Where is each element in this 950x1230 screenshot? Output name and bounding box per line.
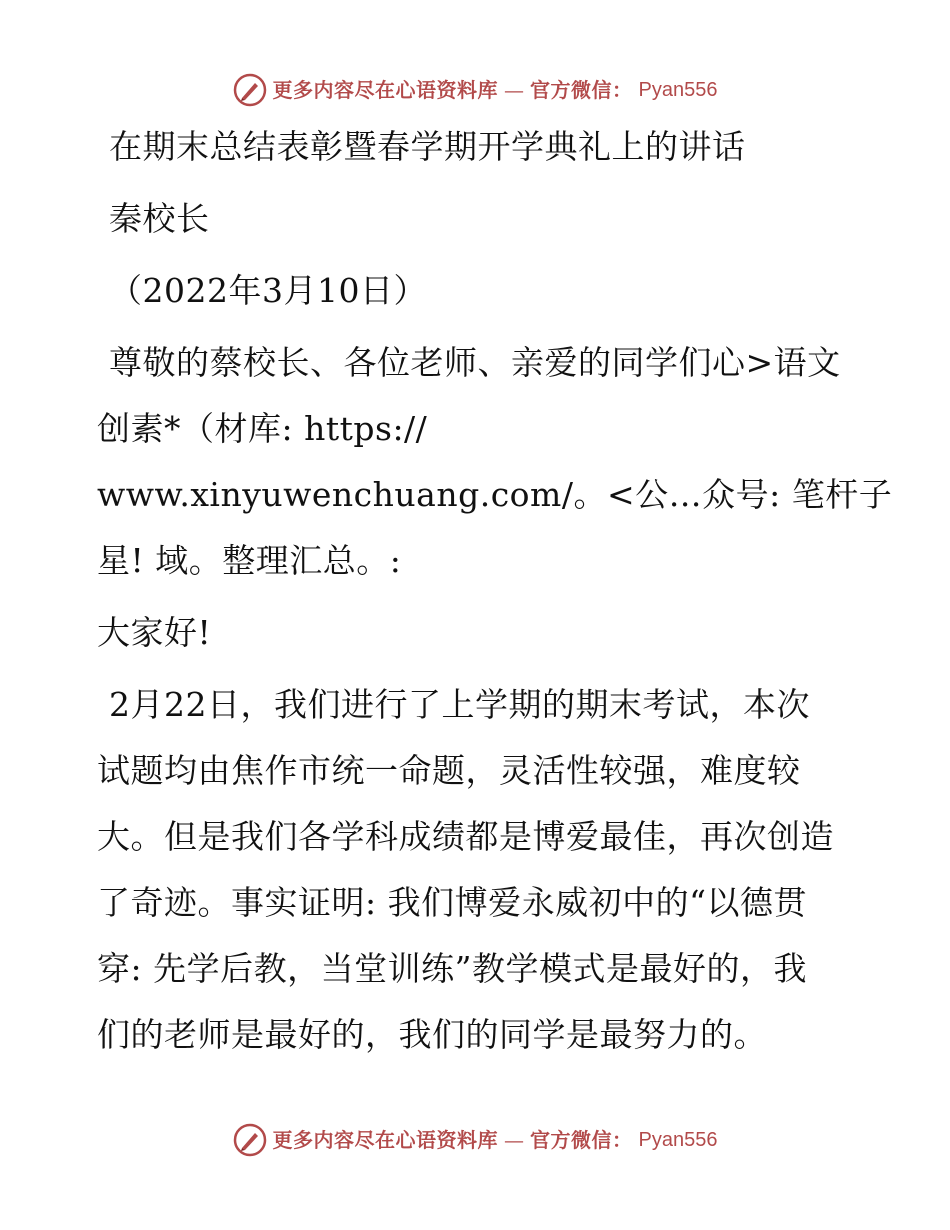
pen-logo-icon (233, 73, 267, 107)
body-line: 2月22日，我们进行了上学期的期末考试，本次 (109, 685, 810, 724)
intro-line: 创素*（材库: https:// (97, 409, 428, 448)
body-line: 穿: 先学后教，当堂训练”教学模式是最好的，我 (97, 949, 807, 988)
document-author: 秦校长 (109, 199, 210, 238)
watermark-text: 更多内容尽在心语资料库 (272, 78, 499, 102)
watermark-text: 更多内容尽在心语资料库 (272, 1128, 499, 1152)
header-watermark (0, 70, 950, 110)
watermark-handle: Pyan556 (638, 79, 718, 101)
watermark-separator: — (504, 1128, 525, 1152)
body-line: 大。但是我们各学科成绩都是博爱最佳，再次创造 (97, 817, 834, 856)
intro-line: 尊敬的蔡校长、各位老师、亲爱的同学们心>语文 (109, 343, 841, 382)
intro-line: www.xinyuwenchuang.com/。<公…众号: 笔杆子 (97, 475, 893, 514)
pen-logo-icon (233, 1123, 267, 1157)
greeting: 大家好! (97, 613, 212, 652)
intro-line: 星! 域。整理汇总。: (97, 541, 402, 580)
body-line: 试题均由焦作市统一命题，灵活性较强，难度较 (97, 751, 801, 790)
body-paragraph (97, 685, 857, 1054)
body-line: 了奇迹。事实证明: 我们博爱永威初中的“以德贯 (97, 883, 807, 922)
watermark-wechat-label: 官方微信： (530, 1128, 633, 1152)
footer-watermark (0, 1120, 950, 1160)
document-body (97, 122, 893, 1054)
intro-paragraph (97, 343, 893, 580)
document-title: 在期末总结表彰暨春学期开学典礼上的讲话 (109, 127, 746, 166)
watermark-handle: Pyan556 (638, 1129, 718, 1151)
watermark-separator: — (504, 78, 525, 102)
document-date: （2022年3月10日） (109, 271, 427, 310)
watermark-wechat-label: 官方微信： (530, 78, 633, 102)
body-line: 们的老师是最好的，我们的同学是最努力的。 (97, 1015, 767, 1054)
